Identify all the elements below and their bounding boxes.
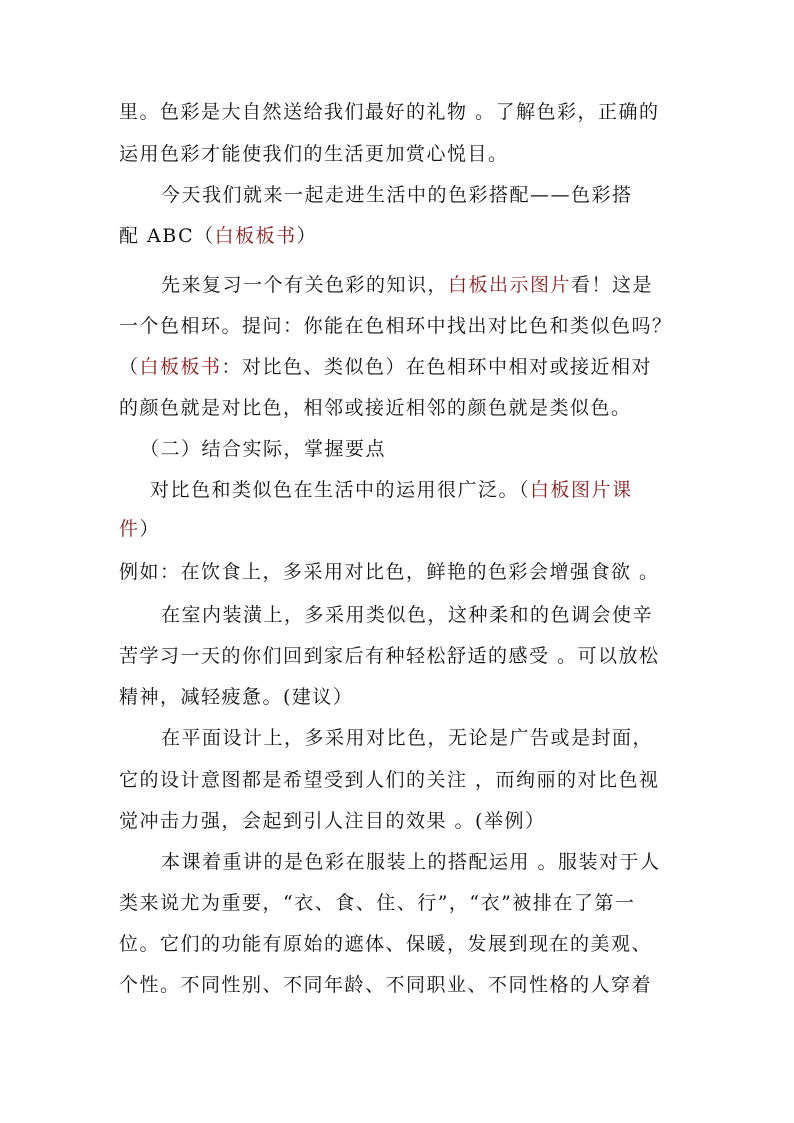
line-5-seg-1: 先来复习一个有关色彩的知识， — [161, 274, 449, 296]
line-5-seg-3: 看！这是 — [571, 274, 654, 296]
text-line-7 — [119, 358, 679, 377]
text-line-12 — [119, 563, 679, 582]
text-line-11 — [119, 520, 679, 539]
line-3-seg-1: 今天我们就来一起走进生活中的色彩搭配——色彩搭 — [161, 184, 633, 206]
line-5-highlight: 白板出示图片 — [448, 274, 572, 296]
text-line-15 — [119, 688, 679, 707]
text-line-6 — [119, 317, 679, 336]
line-20-seg-1: 类来说尤为重要，“衣、食、住、行”，“衣”被排在了第一 — [119, 892, 636, 914]
text-line-20 — [119, 894, 679, 913]
text-line-16 — [161, 729, 721, 748]
text-line-19 — [161, 853, 721, 872]
line-22-seg-1: 个性。不同性别、不同年龄、不同职业、不同性格的人穿着 — [119, 974, 653, 996]
text-line-14 — [119, 647, 679, 666]
line-11-highlight: 件 — [119, 518, 140, 540]
text-line-8 — [119, 399, 679, 418]
line-2-seg-1: 运用色彩才能使我们的生活更加赏心悦目。 — [119, 143, 509, 165]
line-14-seg-1: 苦学习一天的你们回到家后有种轻松舒适的感受 。可以放松 — [119, 645, 660, 667]
line-9-seg-1: （二）结合实际，掌握要点 — [140, 438, 387, 460]
line-7-highlight: 白板板书 — [139, 356, 222, 378]
line-4-seg-3: ） — [296, 225, 318, 247]
line-16-seg-1: 在平面设计上，多采用对比色，无论是广告或是封面， — [161, 727, 654, 749]
line-4-seg-1: 配 ABC（ — [119, 225, 215, 247]
text-line-10 — [150, 481, 710, 500]
text-line-18 — [119, 812, 679, 831]
line-8-seg-1: 的颜色就是对比色，相邻或接近相邻的颜色就是类似色。 — [119, 397, 632, 419]
text-line-13 — [161, 606, 721, 625]
text-line-17 — [119, 771, 679, 790]
line-17-seg-1: 它的设计意图都是希望受到人们的关注 ，而绚丽的对比色视 — [119, 769, 660, 791]
line-11-seg-2: ） — [139, 518, 161, 540]
text-line-1 — [119, 103, 679, 122]
line-10-highlight: 白板图片课 — [530, 479, 633, 501]
line-6-seg-1: 一个色相环。提问：你能在色相环中找出对比色和类似色吗？ — [119, 315, 673, 337]
line-4-highlight: 白板板书 — [214, 225, 297, 247]
line-13-seg-1: 在室内装潢上，多采用类似色，这种柔和的色调会使辛 — [161, 604, 654, 626]
text-line-5 — [161, 276, 721, 295]
text-line-4 — [119, 227, 679, 246]
line-18-seg-1: 觉冲击力强，会起到引人注目的效果 。(举例） — [119, 810, 546, 832]
line-19-seg-1: 本课着重讲的是色彩在服装上的搭配运用 。服装对于人 — [161, 851, 661, 873]
line-1-seg-1: 里。色彩是大自然送给我们最好的礼物 。了解色彩，正确的 — [119, 101, 660, 123]
line-7-seg-3: ：对比色、类似色）在色相环中相对或接近相对 — [221, 356, 653, 378]
section-heading — [140, 440, 700, 459]
line-21-seg-1: 位。它们的功能有原始的遮体、保暖，发展到现在的美观、 — [119, 933, 653, 955]
line-15-seg-1: 精神，减轻疲惫。(建议） — [119, 686, 354, 708]
text-line-2 — [119, 145, 679, 164]
text-line-3 — [161, 186, 721, 205]
line-10-seg-1: 对比色和类似色在生活中的运用很广泛。（ — [150, 479, 531, 501]
line-7-seg-1: （ — [119, 356, 140, 378]
text-line-21 — [119, 935, 679, 954]
text-line-22 — [119, 976, 679, 995]
line-12-seg-1: 例如：在饮食上，多采用对比色，鲜艳的色彩会增强食欲 。 — [119, 561, 660, 583]
